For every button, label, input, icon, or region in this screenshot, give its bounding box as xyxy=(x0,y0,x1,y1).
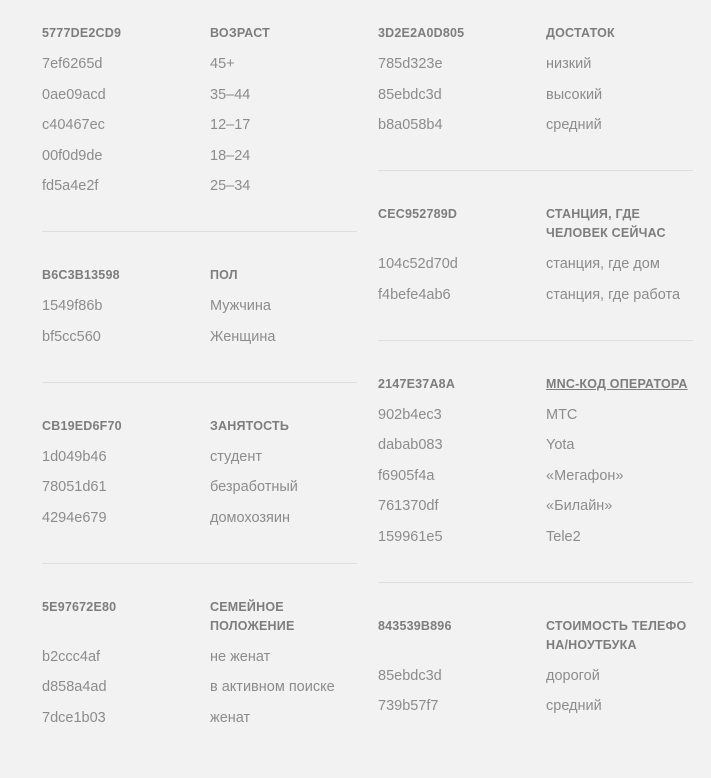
row-value: безработный xyxy=(210,479,298,495)
row-value: высокий xyxy=(546,86,603,103)
table-row xyxy=(378,435,693,455)
table-row xyxy=(378,54,693,74)
row-key: 739b57f7 xyxy=(378,698,439,714)
table-row xyxy=(378,696,693,716)
segment-title: ЗАНЯТОСТЬ xyxy=(210,418,290,433)
table-row xyxy=(42,647,357,667)
block-header xyxy=(42,417,357,436)
row-value: средний xyxy=(546,117,602,133)
table-row xyxy=(378,115,693,135)
block-header xyxy=(378,24,693,43)
row-value: 18–24 xyxy=(210,147,251,164)
table-row xyxy=(378,405,693,425)
right-column xyxy=(378,0,693,716)
row-key: 4294e679 xyxy=(42,509,107,526)
table-row xyxy=(378,254,693,274)
row-key: f6905f4a xyxy=(378,467,435,484)
row-value: в активном поиске xyxy=(210,679,335,695)
row-key: b8a058b4 xyxy=(378,117,443,133)
row-value: не женат xyxy=(210,648,271,665)
row-value: студент xyxy=(210,448,262,465)
table-row xyxy=(42,677,357,697)
segment-key: 2147E37A8A xyxy=(378,376,456,391)
row-value: «Мегафон» xyxy=(546,467,624,484)
row-key: 1549f86b xyxy=(42,298,103,314)
segment-key: 5E97672E80 xyxy=(42,599,117,614)
row-value: 45+ xyxy=(210,56,235,72)
table-row xyxy=(42,296,357,316)
block-header xyxy=(42,24,357,43)
row-key: 1d049b46 xyxy=(42,448,107,465)
row-value: МТС xyxy=(546,406,578,423)
table-row xyxy=(42,146,357,166)
row-value: средний xyxy=(546,698,602,714)
segment-block-occupation xyxy=(42,383,357,528)
row-key: 785d323e xyxy=(378,56,443,72)
row-key: 85ebdc3d xyxy=(378,667,442,684)
segment-title: ДОСТАТОК xyxy=(546,26,615,40)
row-value: 12–17 xyxy=(210,117,251,133)
row-key: 7ef6265d xyxy=(42,56,103,72)
table-row xyxy=(378,666,693,686)
row-key: 78051d61 xyxy=(42,479,107,495)
segment-block-marital xyxy=(42,564,357,728)
segment-key: CEC952789D xyxy=(378,207,458,221)
row-key: 902b4ec3 xyxy=(378,406,442,423)
table-row xyxy=(378,285,693,305)
row-key: f4befe4ab6 xyxy=(378,286,451,303)
block-header xyxy=(42,266,357,285)
row-value: Yota xyxy=(546,437,575,453)
row-value: женат xyxy=(210,709,251,726)
segment-block-device-cost xyxy=(378,583,693,717)
row-key: 0ae09acd xyxy=(42,86,106,103)
row-key: 761370df xyxy=(378,498,439,514)
segment-key: CB19ED6F70 xyxy=(42,418,122,433)
segment-title: ПОЛ xyxy=(210,268,238,282)
row-value: «Билайн» xyxy=(546,498,613,514)
table-row xyxy=(42,477,357,497)
segment-block-age xyxy=(42,0,357,196)
table-row xyxy=(42,85,357,105)
row-key: d858a4ad xyxy=(42,679,107,695)
row-value: станция, где дом xyxy=(546,256,660,272)
segment-block-station xyxy=(378,171,693,305)
row-value: Женщина xyxy=(210,328,276,345)
row-value: дорогой xyxy=(546,667,600,684)
row-key: b2ccc4af xyxy=(42,648,101,665)
row-value: станция, где работа xyxy=(546,286,681,303)
segment-key: 5777DE2CD9 xyxy=(42,26,122,40)
row-key: bf5cc560 xyxy=(42,328,101,345)
row-value: Tele2 xyxy=(546,528,581,545)
row-key: dabab083 xyxy=(378,437,443,453)
segment-title-link[interactable]: MNC-КОД ОПЕРАТОРА xyxy=(546,376,688,391)
row-value: 25–34 xyxy=(210,178,251,194)
table-row xyxy=(42,327,357,347)
block-header xyxy=(378,205,693,243)
row-value: домохозяин xyxy=(210,509,290,526)
row-key: fd5a4e2f xyxy=(42,178,99,194)
segment-block-income xyxy=(378,0,693,135)
segment-title: СТОИМОСТЬ ТЕЛЕФОНА/НОУТБУКА xyxy=(546,618,687,652)
table-row xyxy=(378,85,693,105)
segment-title: СЕМЕЙНОЕ ПОЛОЖЕНИЕ xyxy=(210,599,295,633)
table-row xyxy=(42,447,357,467)
segment-block-gender xyxy=(42,232,357,347)
table-row xyxy=(42,54,357,74)
left-column xyxy=(42,0,357,728)
table-row xyxy=(42,508,357,528)
segment-key: B6C3B13598 xyxy=(42,268,120,282)
table-row xyxy=(378,466,693,486)
row-key: 00f0d9de xyxy=(42,147,103,164)
row-key: 85ebdc3d xyxy=(378,86,442,103)
row-value: низкий xyxy=(546,56,592,72)
table-row xyxy=(378,496,693,516)
row-key: 7dce1b03 xyxy=(42,709,106,726)
row-key: c40467ec xyxy=(42,117,105,133)
block-header xyxy=(378,617,693,655)
segment-block-operator xyxy=(378,341,693,547)
row-value: Мужчина xyxy=(210,298,271,314)
row-value: 35–44 xyxy=(210,86,251,103)
segment-title: ВОЗРАСТ xyxy=(210,26,270,40)
table-row xyxy=(378,527,693,547)
row-key: 159961e5 xyxy=(378,528,443,545)
table-row xyxy=(42,708,357,728)
row-key: 104c52d70d xyxy=(378,256,458,272)
segment-title: СТАНЦИЯ, ГДЕ ЧЕЛОВЕК СЕЙЧАС xyxy=(546,207,666,240)
table-row xyxy=(42,115,357,135)
table-row xyxy=(42,176,357,196)
block-header xyxy=(42,598,357,636)
segment-key: 3D2E2A0D805 xyxy=(378,26,465,40)
segment-key: 843539B896 xyxy=(378,618,452,633)
block-header xyxy=(378,375,693,394)
